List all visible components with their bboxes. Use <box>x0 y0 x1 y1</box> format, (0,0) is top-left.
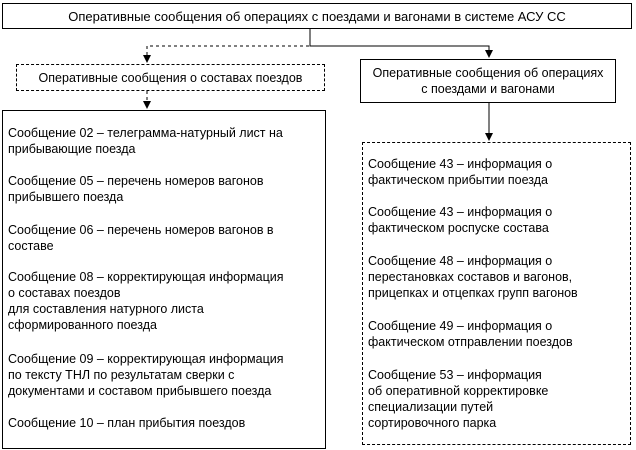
left-heading-text: Оперативные сообщения о составах поездов <box>38 70 303 85</box>
left-message-item: Сообщение 08 – корректирующая информация о составах поездов для составления натурного листа сформированного поезда <box>8 270 284 332</box>
right-message-list <box>362 142 631 445</box>
right-branch-connector <box>310 29 489 57</box>
right-heading-text: Оперативные сообщения об операциях с поездами и вагонами <box>372 66 604 96</box>
left-message-item: Сообщение 10 – план прибытия поездов <box>8 416 246 430</box>
right-message-item: Сообщение 53 – информация об оперативной корректировке специализации путей сортировочного парка <box>368 368 549 430</box>
left-message-item: Сообщение 05 – перечень номеров вагонов прибывшего поезда <box>8 174 264 204</box>
right-message-item: Сообщение 49 – информация о фактическом отправлении поездов <box>368 319 573 349</box>
right-message-item: Сообщение 43 – информация о фактическом прибытии поезда <box>368 157 553 187</box>
right-message-item: Сообщение 48 – информация о перестановках составов и вагонов, прицепках и отцепках групп вагонов <box>368 254 578 300</box>
left-message-item: Сообщение 02 – телеграмма-натурный лист на прибывающие поезда <box>8 126 283 156</box>
diagram-title-text: Оперативные сообщения об операциях с поездами и вагонами в системе АСУ СС <box>68 8 566 24</box>
left-message-item: Сообщение 06 – перечень номеров вагонов в составе <box>8 223 274 253</box>
right-message-item: Сообщение 43 – информация о фактическом роспуске состава <box>368 205 553 235</box>
left-heading-box <box>16 64 325 91</box>
left-message-list <box>2 110 326 449</box>
diagram-title <box>2 3 632 29</box>
left-branch-connector <box>147 29 310 62</box>
left-message-item: Сообщение 09 – корректирующая информация по тексту ТНЛ по результатам сверки с документами и составом прибывшего поезда <box>8 352 284 398</box>
right-heading-box <box>360 59 616 103</box>
